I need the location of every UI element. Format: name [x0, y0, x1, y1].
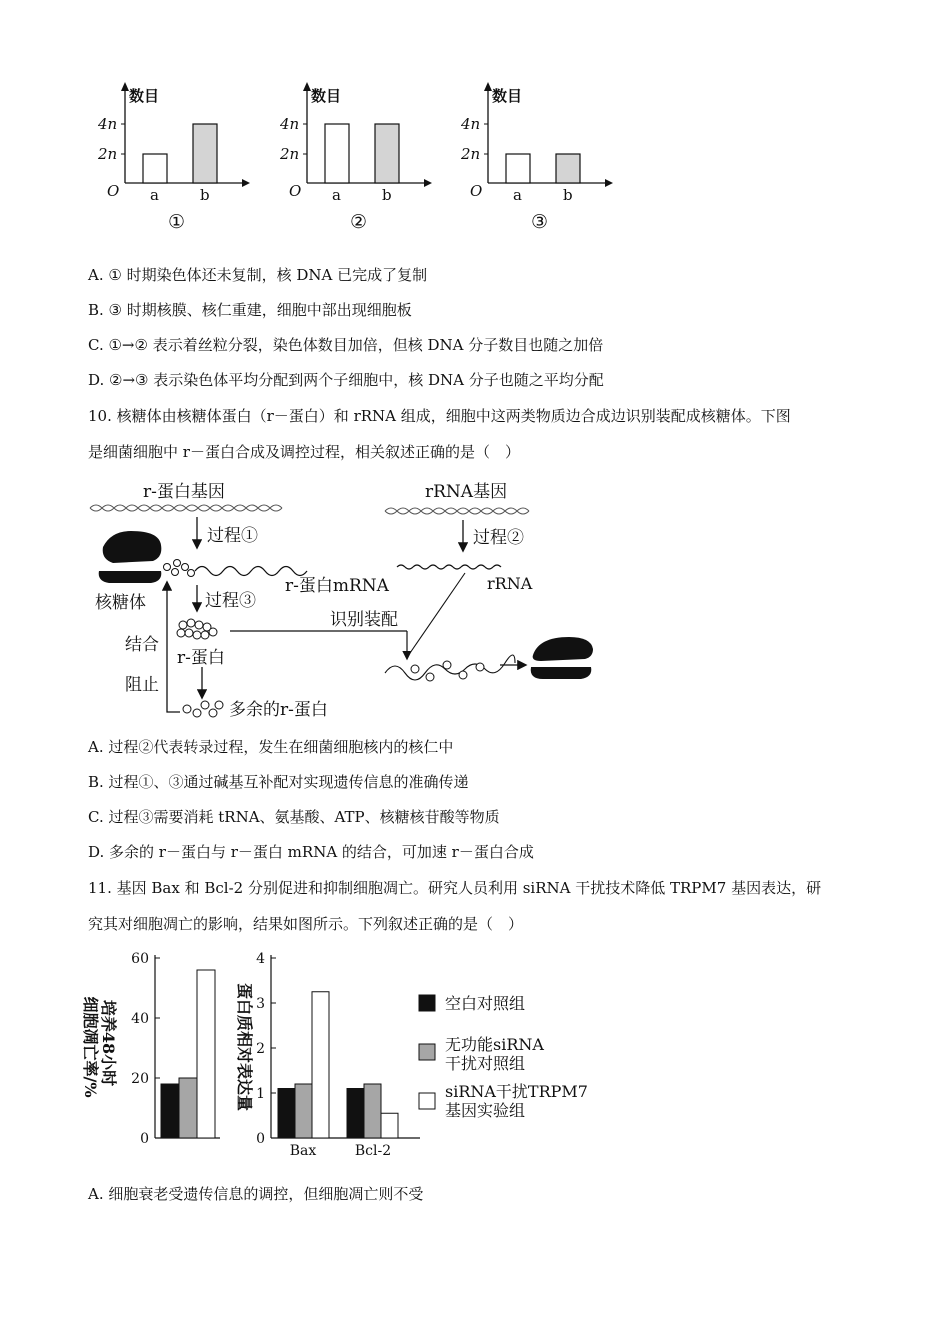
y-tick-label: 60	[131, 951, 149, 967]
legend-experimental-1: siRNA干扰TRPM7	[445, 1082, 588, 1101]
y-axis-label: 数目	[129, 87, 160, 105]
block-label: 阻止	[125, 675, 159, 695]
q11-stem-line2: 究其对细胞凋亡的影响，结果如图所示。下列叙述正确的是（ ）	[88, 915, 524, 933]
ribosome-icon	[99, 531, 162, 583]
q10-diagram	[85, 475, 605, 725]
y-tick-label: 1	[256, 1086, 265, 1102]
q10-option-a: A. 过程②代表转录过程，发生在细菌细胞核内的核仁中	[88, 738, 454, 756]
chart-label: ③	[531, 211, 549, 233]
legend-experimental-2: 基因实验组	[445, 1101, 526, 1120]
expression-chart	[235, 951, 420, 1159]
y-tick-label: 20	[131, 1071, 149, 1087]
chart-label: ①	[168, 211, 186, 233]
x-label-b: b	[563, 186, 573, 204]
expression-bar-0-2	[312, 992, 329, 1138]
q10-option-c: C. 过程③需要消耗 tRNA、氨基酸、ATP、核糖核苷酸等物质	[88, 808, 500, 826]
x-label-bax: Bax	[289, 1143, 317, 1159]
r-protein-gene-label: r-蛋白基因	[143, 482, 225, 502]
excess-r-protein	[183, 701, 223, 717]
x-label-a: a	[150, 186, 159, 204]
bar-b	[193, 124, 217, 183]
apoptosis-bar-0	[161, 1084, 179, 1138]
r-protein-cluster	[177, 619, 217, 639]
y-tick-label: 2	[256, 1041, 265, 1057]
origin-label: O	[107, 182, 120, 200]
y-axis-label: 数目	[492, 87, 523, 105]
legend-swatch-experimental	[419, 1093, 435, 1109]
legend-nonfunctional-2: 干扰对照组	[445, 1054, 526, 1073]
process-3-label: 过程③	[205, 591, 256, 611]
rrna-to-assembly	[410, 573, 465, 653]
apoptosis-chart	[81, 951, 220, 1147]
apoptosis-bar-2	[197, 970, 215, 1138]
origin-label: O	[289, 182, 302, 200]
legend	[419, 994, 588, 1120]
q9-chart-1	[97, 82, 250, 233]
r-protein-gene-dna	[90, 505, 282, 511]
x-label-b: b	[200, 186, 210, 204]
rrna-gene-label: rRNA基因	[425, 482, 508, 502]
process-2-label: 过程②	[473, 528, 524, 548]
bar-b	[556, 154, 580, 183]
rrna-label: rRNA	[487, 574, 533, 593]
apoptosis-ylabel-line2: 细胞凋亡率/%	[81, 996, 100, 1098]
bar-a	[143, 154, 167, 183]
ribosome-label: 核糖体	[95, 593, 146, 613]
bar-a	[325, 124, 349, 183]
tick-4n: 4n	[461, 115, 481, 133]
q11-stem-line1: 11. 基因 Bax 和 Bcl-2 分别促进和抑制细胞凋亡。研究人员利用 siRNA 干扰技术降低 TRPM7 基因表达，研	[88, 879, 822, 897]
q10-option-b: B. 过程①、③通过碱基互补配对实现遗传信息的准确传递	[88, 773, 469, 791]
tick-4n: 4n	[98, 115, 118, 133]
r-protein-label: r-蛋白	[177, 648, 225, 668]
chart-label: ②	[350, 211, 368, 233]
x-label-bcl2: Bcl-2	[354, 1143, 392, 1159]
legend-swatch-blank	[419, 995, 435, 1011]
legend-swatch-nonfunctional	[419, 1044, 435, 1060]
origin-label: O	[470, 182, 483, 200]
bar-b	[375, 124, 399, 183]
q10-option-d: D. 多余的 r－蛋白与 r－蛋白 mRNA 的结合，可加速 r－蛋白合成	[88, 843, 534, 861]
expression-bar-0-1	[295, 1084, 312, 1138]
apoptosis-bar-1	[179, 1078, 197, 1138]
expression-bar-1-0	[347, 1089, 364, 1139]
q10-stem-line2: 是细菌细胞中 r－蛋白合成及调控过程，相关叙述正确的是（ ）	[88, 443, 520, 461]
y-axis-label: 数目	[311, 87, 342, 105]
process-1-label: 过程①	[207, 526, 258, 546]
r-mrna-label: r-蛋白mRNA	[285, 576, 389, 596]
tick-4n: 4n	[280, 115, 300, 133]
apoptosis-ylabel-line1: 培养48小时	[99, 999, 118, 1087]
q11-option-a: A. 细胞衰老受遗传信息的调控，但细胞凋亡则不受	[88, 1185, 424, 1203]
legend-nonfunctional-1: 无功能siRNA	[445, 1035, 544, 1054]
rrna-gene-dna	[385, 508, 529, 514]
q10-stem-line1: 10. 核糖体由核糖体蛋白（r－蛋白）和 rRNA 组成，细胞中这两类物质边合成边识别装配成核糖体。下图	[88, 407, 791, 425]
q11-figure	[81, 945, 605, 1165]
x-label-b: b	[382, 186, 392, 204]
q9-option-a: A. ① 时期染色体还未复制，核 DNA 已完成了复制	[88, 266, 428, 284]
q9-chart-3	[460, 82, 613, 233]
q9-option-c: C. ①→② 表示着丝粒分裂，染色体数目加倍，但核 DNA 分子数目也随之加倍	[88, 336, 604, 354]
y-tick-label: 3	[256, 996, 265, 1012]
y-tick-label: 40	[131, 1011, 149, 1027]
q9-bar-charts	[95, 78, 635, 238]
y-tick-label: 0	[256, 1131, 265, 1147]
expression-bar-1-1	[364, 1084, 381, 1138]
bar-a	[506, 154, 530, 183]
q9-chart-2	[279, 82, 432, 233]
expression-bar-0-0	[278, 1089, 295, 1139]
rrna-strand	[397, 565, 501, 569]
bind-label: 结合	[125, 635, 159, 655]
legend-blank: 空白对照组	[445, 994, 526, 1013]
q9-option-d: D. ②→③ 表示染色体平均分配到两个子细胞中，核 DNA 分子也随之平均分配	[88, 371, 604, 389]
expression-bar-1-2	[381, 1113, 398, 1138]
y-tick-label: 4	[256, 951, 265, 967]
y-tick-label: 0	[140, 1131, 149, 1147]
tick-2n: 2n	[280, 145, 300, 163]
q9-option-b: B. ③ 时期核膜、核仁重建，细胞中部出现细胞板	[88, 301, 412, 319]
nascent-peptide	[164, 560, 195, 577]
r-protein-mrna	[195, 567, 307, 576]
excess-label: 多余的r-蛋白	[229, 700, 328, 720]
assemble-label: 识别装配	[330, 610, 398, 630]
x-label-a: a	[513, 186, 522, 204]
expression-ylabel: 蛋白质相对表达量	[235, 982, 254, 1112]
tick-2n: 2n	[461, 145, 481, 163]
x-label-a: a	[332, 186, 341, 204]
assembled-ribosome-icon	[531, 637, 593, 679]
tick-2n: 2n	[98, 145, 118, 163]
